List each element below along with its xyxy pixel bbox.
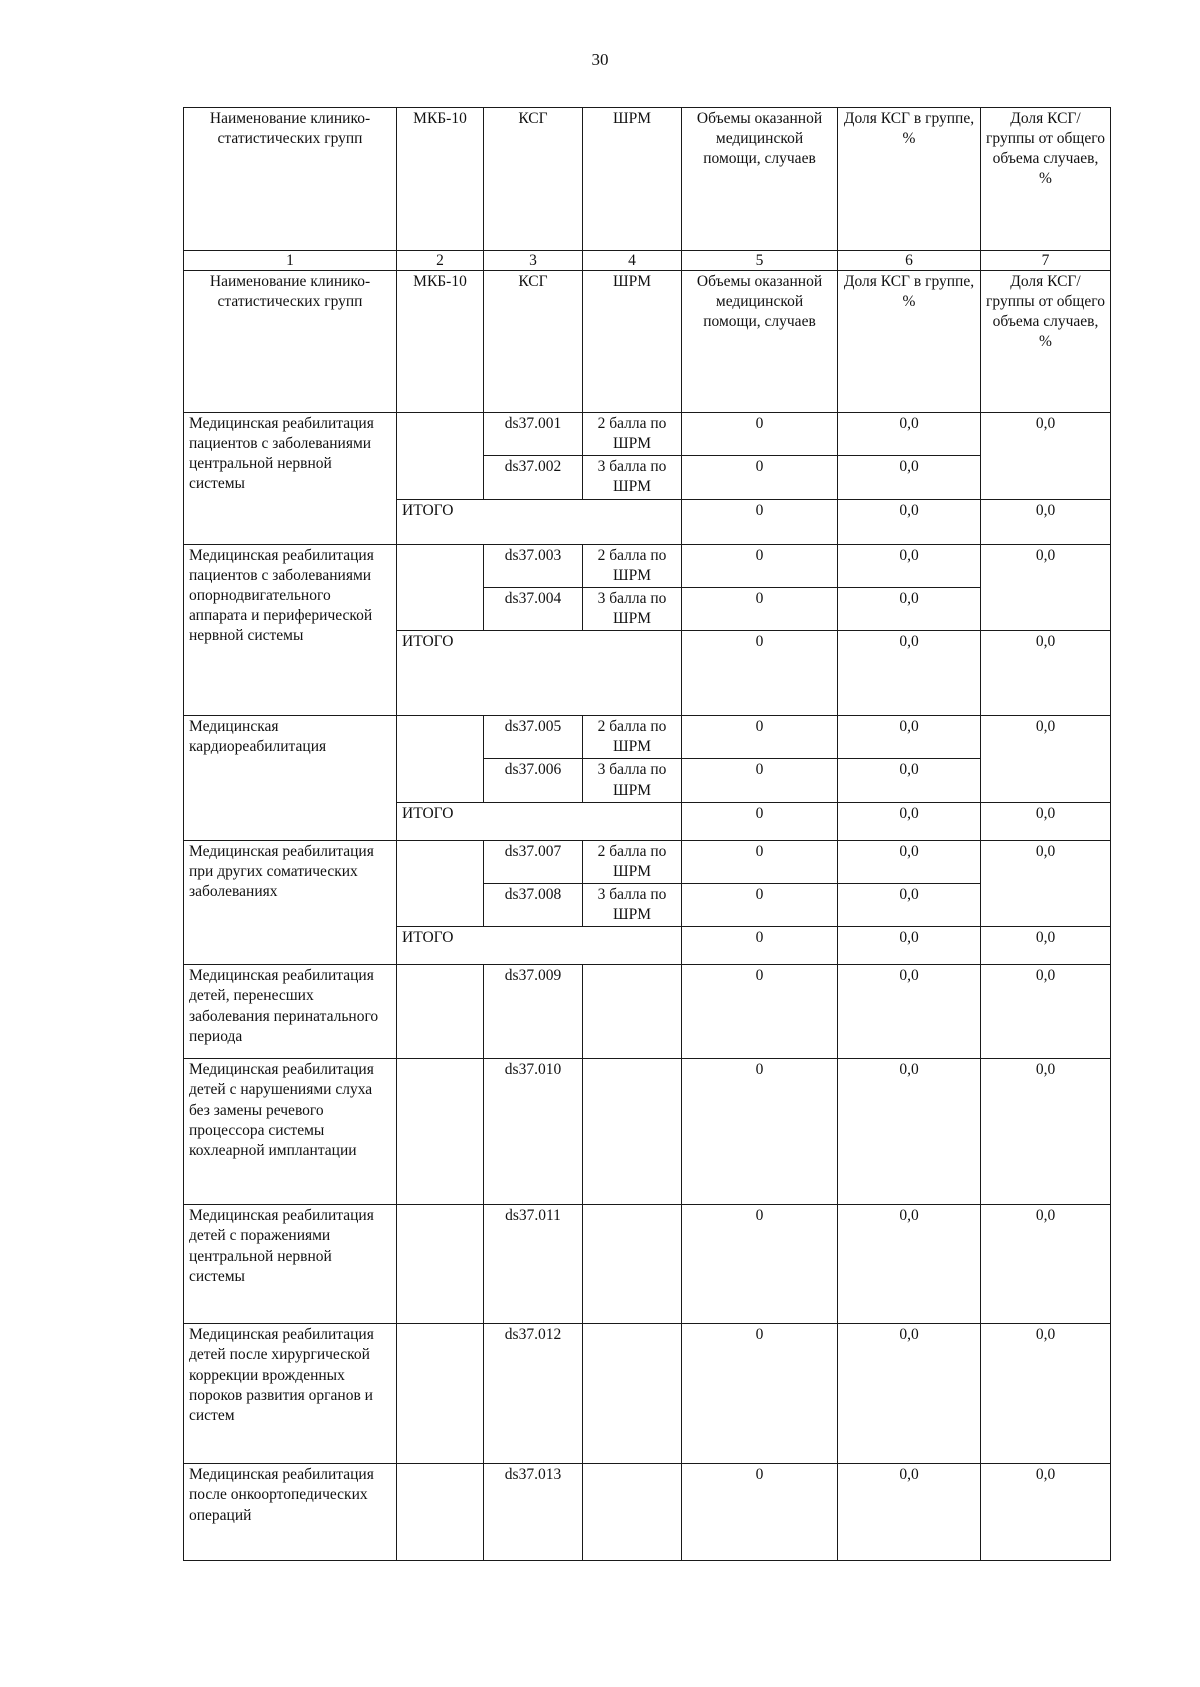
shrm-value: 2 балла по ШРМ [583, 716, 682, 759]
share-group-value: 0,0 [838, 840, 981, 883]
table-row [184, 1205, 1111, 1324]
total-label: ИТОГО [397, 802, 682, 840]
share-group-value: 0,0 [838, 456, 981, 499]
header-share-group: Доля КСГ в группе, % [838, 108, 981, 251]
header-name: Наименование клинико-статистических групп [184, 271, 397, 413]
shrm-value: 3 балла по ШРМ [583, 587, 682, 630]
table-row [184, 965, 1111, 1059]
header-share-total: Доля КСГ/группы от общего объема случаев, % [981, 108, 1111, 251]
ksg-code: ds37.013 [484, 1464, 583, 1561]
header-shrm: ШРМ [583, 271, 682, 413]
share-group-value: 0,0 [838, 1059, 981, 1205]
shrm-value: 2 балла по ШРМ [583, 544, 682, 587]
group-name: Медицинская реабилитация пациентов с заболеваниями центральной нервной системы [184, 413, 397, 545]
share-group-value: 0,0 [838, 544, 981, 587]
mkb-cell [397, 840, 484, 927]
group-name: Медицинская реабилитация при других соматических заболеваниях [184, 840, 397, 965]
volume-value: 0 [682, 413, 838, 456]
column-number: 2 [397, 251, 484, 271]
volume-value: 0 [682, 544, 838, 587]
total-share-group: 0,0 [838, 631, 981, 716]
column-number: 1 [184, 251, 397, 271]
total-share-total: 0,0 [981, 499, 1111, 544]
shrm-cell [583, 965, 682, 1059]
column-number: 6 [838, 251, 981, 271]
volume-value: 0 [682, 1059, 838, 1205]
total-volume: 0 [682, 802, 838, 840]
mkb-cell [397, 544, 484, 631]
total-volume: 0 [682, 631, 838, 716]
volume-value: 0 [682, 587, 838, 630]
column-number: 3 [484, 251, 583, 271]
share-group-value: 0,0 [838, 1324, 981, 1464]
volume-value: 0 [682, 759, 838, 802]
ksg-code: ds37.012 [484, 1324, 583, 1464]
table-header-row [184, 108, 1111, 251]
mkb-cell [397, 716, 484, 803]
volume-value: 0 [682, 456, 838, 499]
shrm-value: 3 балла по ШРМ [583, 456, 682, 499]
column-number: 4 [583, 251, 682, 271]
header-ksg: КСГ [484, 108, 583, 251]
share-total-value: 0,0 [981, 1324, 1111, 1464]
mkb-cell [397, 1464, 484, 1561]
shrm-cell [583, 1324, 682, 1464]
total-share-group: 0,0 [838, 802, 981, 840]
share-total-value: 0,0 [981, 1205, 1111, 1324]
share-total-value: 0,0 [981, 1464, 1111, 1561]
shrm-value: 3 балла по ШРМ [583, 759, 682, 802]
group-name: Медицинская кардиореабилитация [184, 716, 397, 841]
total-label: ИТОГО [397, 927, 682, 965]
shrm-cell [583, 1464, 682, 1561]
total-label: ИТОГО [397, 631, 682, 716]
ksg-code: ds37.002 [484, 456, 583, 499]
ksg-code: ds37.006 [484, 759, 583, 802]
share-group-value: 0,0 [838, 759, 981, 802]
shrm-cell [583, 1059, 682, 1205]
header-volume: Объемы оказанной медицинской помощи, случаев [682, 271, 838, 413]
ksg-code: ds37.003 [484, 544, 583, 587]
share-group-value: 0,0 [838, 1464, 981, 1561]
ksg-code: ds37.001 [484, 413, 583, 456]
volume-value: 0 [682, 1324, 838, 1464]
header-name: Наименование клинико-статистических групп [184, 108, 397, 251]
mkb-cell [397, 1205, 484, 1324]
table-row [184, 1059, 1111, 1205]
header-volume: Объемы оказанной медицинской помощи, случаев [682, 108, 838, 251]
ksg-code: ds37.011 [484, 1205, 583, 1324]
share-total-value: 0,0 [981, 716, 1111, 803]
shrm-value: 2 балла по ШРМ [583, 840, 682, 883]
total-share-group: 0,0 [838, 927, 981, 965]
ksg-code: ds37.004 [484, 587, 583, 630]
table-row [184, 413, 1111, 456]
ksg-code: ds37.007 [484, 840, 583, 883]
share-total-value: 0,0 [981, 965, 1111, 1059]
total-share-total: 0,0 [981, 802, 1111, 840]
mkb-cell [397, 965, 484, 1059]
volume-value: 0 [682, 965, 838, 1059]
table-row [184, 1324, 1111, 1464]
volume-value: 0 [682, 840, 838, 883]
total-share-group: 0,0 [838, 499, 981, 544]
header-mkb: МКБ-10 [397, 271, 484, 413]
shrm-value: 2 балла по ШРМ [583, 413, 682, 456]
share-group-value: 0,0 [838, 587, 981, 630]
group-name: Медицинская реабилитация детей, перенесших заболевания перинатального периода [184, 965, 397, 1059]
share-group-value: 0,0 [838, 1205, 981, 1324]
table-row [184, 544, 1111, 587]
volume-value: 0 [682, 1205, 838, 1324]
table-row [184, 1464, 1111, 1561]
volume-value: 0 [682, 884, 838, 927]
group-name: Медицинская реабилитация детей с поражениями центральной нервной системы [184, 1205, 397, 1324]
shrm-cell [583, 1205, 682, 1324]
shrm-value: 3 балла по ШРМ [583, 884, 682, 927]
column-number: 5 [682, 251, 838, 271]
column-number: 7 [981, 251, 1111, 271]
header-mkb: МКБ-10 [397, 108, 484, 251]
ksg-code: ds37.005 [484, 716, 583, 759]
share-group-value: 0,0 [838, 965, 981, 1059]
share-group-value: 0,0 [838, 884, 981, 927]
group-name: Медицинская реабилитация после онкоортопедических операций [184, 1464, 397, 1561]
volume-value: 0 [682, 1464, 838, 1561]
total-label: ИТОГО [397, 499, 682, 544]
header-ksg: КСГ [484, 271, 583, 413]
ksg-code: ds37.010 [484, 1059, 583, 1205]
share-total-value: 0,0 [981, 840, 1111, 927]
volume-value: 0 [682, 716, 838, 759]
mkb-cell [397, 1059, 484, 1205]
share-group-value: 0,0 [838, 716, 981, 759]
table-row [184, 716, 1111, 759]
total-volume: 0 [682, 499, 838, 544]
group-name: Медицинская реабилитация детей после хирургической коррекции врожденных пороков развития органов и систем [184, 1324, 397, 1464]
table-row [184, 840, 1111, 883]
group-name: Медицинская реабилитация пациентов с заболеваниями опорнодвигательного аппарата и периферической нервной системы [184, 544, 397, 716]
share-total-value: 0,0 [981, 413, 1111, 500]
mkb-cell [397, 1324, 484, 1464]
total-share-total: 0,0 [981, 927, 1111, 965]
header-share-group: Доля КСГ в группе, % [838, 271, 981, 413]
mkb-cell [397, 413, 484, 500]
ksg-code: ds37.009 [484, 965, 583, 1059]
share-total-value: 0,0 [981, 1059, 1111, 1205]
total-share-total: 0,0 [981, 631, 1111, 716]
header-shrm: ШРМ [583, 108, 682, 251]
share-group-value: 0,0 [838, 413, 981, 456]
page-number: 30 [591, 50, 609, 69]
total-volume: 0 [682, 927, 838, 965]
header-share-total: Доля КСГ/группы от общего объема случаев, % [981, 271, 1111, 413]
group-name: Медицинская реабилитация детей с нарушениями слуха без замены речевого процессора системы кохлеарной имплантации [184, 1059, 397, 1205]
table-header-row-repeat [184, 271, 1111, 413]
column-numbers-row [184, 251, 1111, 271]
ksg-table [183, 107, 1111, 1561]
ksg-code: ds37.008 [484, 884, 583, 927]
share-total-value: 0,0 [981, 544, 1111, 631]
